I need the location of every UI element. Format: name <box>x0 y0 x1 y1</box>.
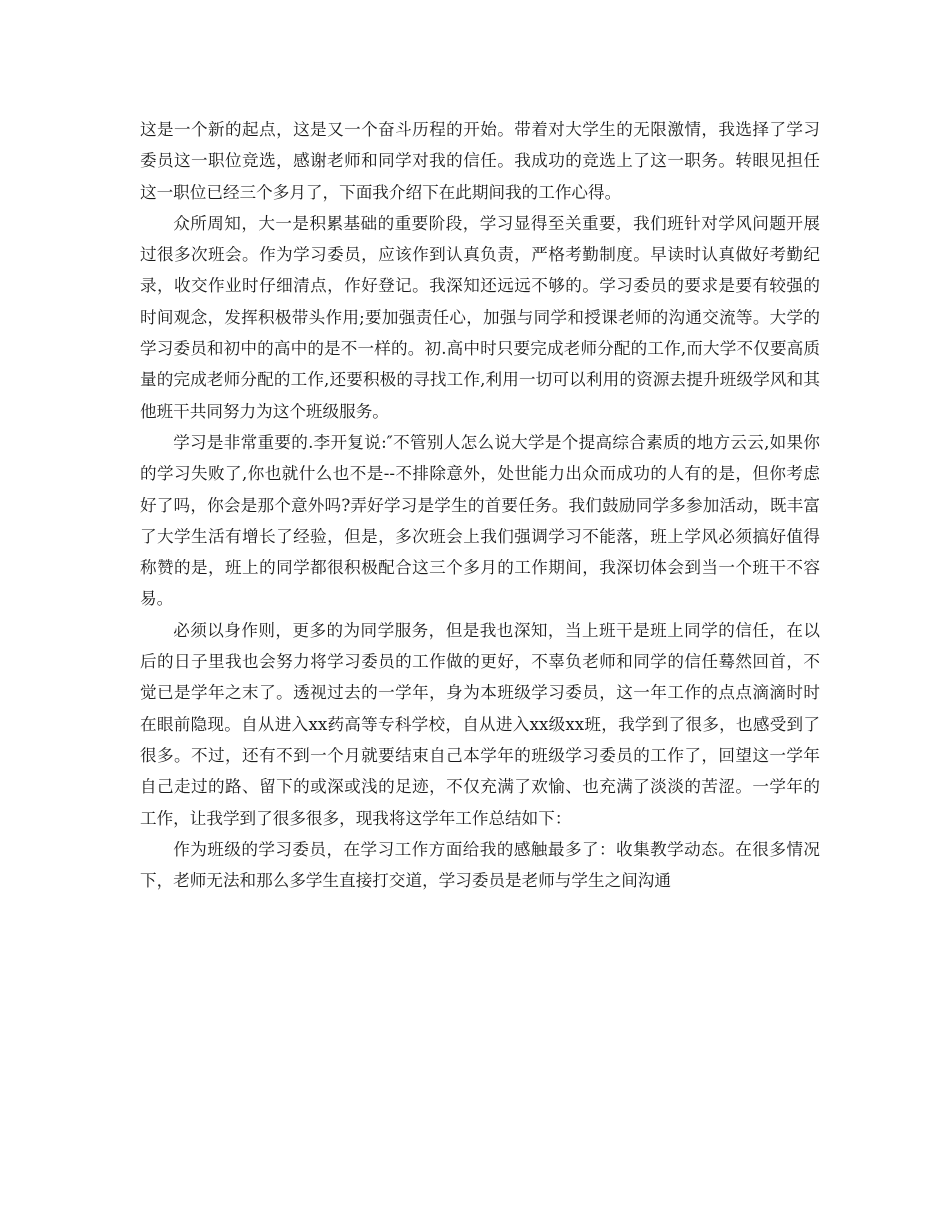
paragraph-5: 作为班级的学习委员，在学习工作方面给我的感触最多了：收集教学动态。在很多情况下，老师无法和那么多学生直接打交道，学习委员是老师与学生之间沟通 <box>140 839 820 891</box>
paragraph-2: 众所周知，大一是积累基础的重要阶段，学习显得至关重要，我们班针对学风问题开展过很多次班会。作为学习委员，应该作到认真负责，严格考勤制度。早读时认真做好考勤纪录，收交作业时仔细清点，作好登记。我深知还远远不够的。学习委员的要求是要有较强的时间观念，发挥积极带头作用;要加强责任心，加强与同学和授课老师的沟通交流等。大学的学习委员和初中的高中的是不一样的。初.高中时只要完成老师分配的工作,而大学不仅要高质量的完成老师分配的工作,还要积极的寻找工作,利用一切可以利用的资源去提升班级学风和其他班干共同努力为这个班级服务。 <box>140 213 820 421</box>
paragraph-4: 必须以身作则，更多的为同学服务，但是我也深知，当上班干是班上同学的信任，在以后的日子里我也会努力将学习委员的工作做的更好，不辜负老师和同学的信任蓦然回首，不觉已是学年之末了。透视过去的一学年，身为本班级学习委员，这一年工作的点点滴滴时时在眼前隐现。自从进入xx药高等专科学校，自从进入xx级xx班，我学到了很多，也感受到了很多。不过，还有不到一个月就要结束自己本学年的班级学习委员的工作了，回望这一学年自己走过的路、留下的或深或浅的足迹，不仅充满了欢愉、也充满了淡淡的苦涩。一学年的工作，让我学到了很多很多，现我将这学年工作总结如下： <box>140 620 820 828</box>
paragraph-3: 学习是非常重要的.李开复说:″不管别人怎么说大学是个提高综合素质的地方云云,如果你的学习失败了,你也就什么也不是--不排除意外，处世能力出众而成功的人有的是，但你考虑好了吗，你会是那个意外吗?弄好学习是学生的首要任务。我们鼓励同学多参加活动，既丰富了大学生活有增长了经验，但是，多次班会上我们强调学习不能落，班上学风必须搞好值得称赞的是，班上的同学都很积极配合这三个多月的工作期间，我深切体会到当一个班干不容易。 <box>140 432 820 609</box>
paragraph-1: 这是一个新的起点，这是又一个奋斗历程的开始。带着对大学生的无限激情，我选择了学习委员这一职位竞选，感谢老师和同学对我的信任。我成功的竞选上了这一职务。转眼见担任这一职位已经三个多月了，下面我介绍下在此期间我的工作心得。 <box>140 120 820 202</box>
document-body <box>140 114 820 896</box>
